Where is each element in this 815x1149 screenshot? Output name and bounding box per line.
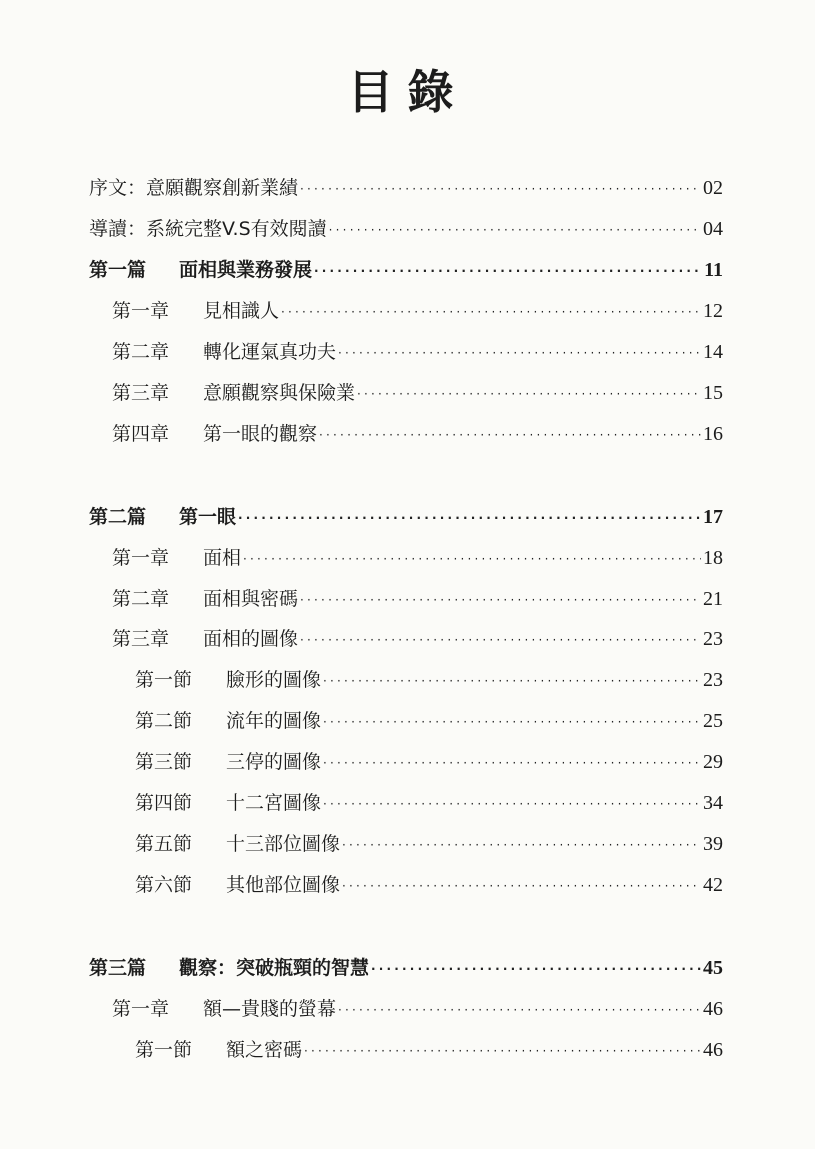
- toc-entry-chapter: [112, 296, 723, 326]
- toc-entry-prefix: 第一節: [135, 1039, 193, 1061]
- toc-entry-section: [135, 706, 723, 736]
- toc-page-number: 17: [703, 506, 723, 528]
- toc-entry-text: 面相的圖像: [203, 628, 299, 650]
- toc-entry-part-1: [89, 255, 723, 285]
- toc-entry-section: [135, 747, 723, 777]
- toc-page-number: 15: [703, 382, 723, 404]
- toc-entry-text: 三停的圖像: [226, 751, 322, 773]
- toc-entry-section: [135, 1035, 723, 1065]
- toc-entry-section: [135, 829, 723, 859]
- toc-entry-chapter: [112, 624, 723, 654]
- toc-page-number: 02: [703, 177, 723, 199]
- dot-leader: [323, 748, 701, 778]
- dot-leader: [300, 585, 701, 615]
- toc-page-number: 16: [703, 423, 723, 445]
- toc-entry-guide: [89, 214, 723, 244]
- toc-entry-text: 十三部位圖像: [226, 833, 341, 855]
- toc-entry-prefix: 第四節: [135, 792, 193, 814]
- toc-entry-text: 第一眼的觀察: [203, 423, 318, 445]
- dot-leader: [338, 995, 701, 1025]
- toc-entry-text: 面相與業務發展: [179, 259, 313, 281]
- toc-page-number: 23: [703, 628, 723, 650]
- toc-page-number: 42: [703, 874, 723, 896]
- toc-entry-chapter: [112, 337, 723, 367]
- dot-leader: [357, 379, 701, 409]
- toc-entry-prefix: 第一章: [112, 998, 170, 1020]
- dot-leader: [314, 256, 702, 286]
- toc-page-number: 34: [703, 792, 723, 814]
- toc-entry-prefix: 第二篇: [89, 506, 147, 528]
- toc-page-number: 12: [703, 300, 723, 322]
- page-title: 目錄: [347, 65, 468, 119]
- toc-entry-text: 額—貴賤的螢幕: [203, 998, 337, 1020]
- toc-entry-prefix: 第五節: [135, 833, 193, 855]
- toc-entry-text: 觀察：突破瓶頸的智慧: [179, 957, 370, 979]
- toc-page-number: 14: [703, 341, 723, 363]
- toc-entry-prefix: 第一章: [112, 300, 170, 322]
- toc-entry-prefix: 第六節: [135, 874, 193, 896]
- toc-entry-section: [135, 870, 723, 900]
- toc-entry-chapter: [112, 994, 723, 1024]
- toc-entry-text: 轉化運氣真功夫: [203, 341, 337, 363]
- toc-entry-text: 流年的圖像: [226, 710, 322, 732]
- toc-page-number: 39: [703, 833, 723, 855]
- toc-entry-section: [135, 665, 723, 695]
- toc-entry-text: 面相: [203, 547, 242, 569]
- toc-page-number: 11: [704, 259, 723, 281]
- toc-entry-text: 臉形的圖像: [226, 669, 322, 691]
- dot-leader: [342, 871, 701, 901]
- dot-leader: [300, 625, 701, 655]
- toc-entry-prefix: 第一章: [112, 547, 170, 569]
- dot-leader: [304, 1036, 701, 1066]
- toc-entry-prefix: 第三章: [112, 382, 170, 404]
- toc-page-number: 29: [703, 751, 723, 773]
- toc-entry-text: 其他部位圖像: [226, 874, 341, 896]
- toc-entry-prefix: 第二章: [112, 341, 170, 363]
- toc-entry-text: 意願觀察與保險業: [203, 382, 356, 404]
- toc-entry-text: 導讀：系統完整V.S有效閱讀: [89, 218, 327, 240]
- dot-leader: [281, 297, 701, 327]
- dot-leader: [323, 789, 701, 819]
- dot-leader: [323, 666, 701, 696]
- toc-page-number: 04: [703, 218, 723, 240]
- toc-page-number: 25: [703, 710, 723, 732]
- toc-entry-preface: [89, 173, 723, 203]
- dot-leader: [342, 830, 701, 860]
- toc-entry-prefix: 第三章: [112, 628, 170, 650]
- dot-leader: [323, 707, 701, 737]
- toc-entry-text: 額之密碼: [226, 1039, 303, 1061]
- toc-page-number: 23: [703, 669, 723, 691]
- toc-entry-section: [135, 788, 723, 818]
- toc-entry-chapter: [112, 378, 723, 408]
- toc-entry-prefix: 第三篇: [89, 957, 147, 979]
- dot-leader: [371, 954, 701, 984]
- toc-entry-prefix: 第三節: [135, 751, 193, 773]
- toc-entry-chapter: [112, 584, 723, 614]
- toc-entry-chapter: [112, 543, 723, 573]
- toc-entry-prefix: 第二節: [135, 710, 193, 732]
- toc-entry-text: 十二宮圖像: [226, 792, 322, 814]
- toc-entry-prefix: 第一節: [135, 669, 193, 691]
- toc-entry-text: 見相識人: [203, 300, 280, 322]
- toc-entry-chapter: [112, 419, 723, 449]
- dot-leader: [243, 544, 701, 574]
- toc-page-number: 46: [703, 1039, 723, 1061]
- toc-entry-prefix: 第二章: [112, 588, 170, 610]
- dot-leader: [338, 338, 701, 368]
- dot-leader: [319, 420, 701, 450]
- dot-leader: [238, 503, 701, 533]
- toc-page-number: 18: [703, 547, 723, 569]
- toc-entry-prefix: 第四章: [112, 423, 170, 445]
- toc-page-number: 21: [703, 588, 723, 610]
- toc-entry-text: 序文：意願觀察創新業績: [89, 177, 299, 199]
- toc-entry-part-2: [89, 502, 723, 532]
- toc-entry-prefix: 第一篇: [89, 259, 147, 281]
- dot-leader: [300, 174, 701, 204]
- toc-entry-text: 第一眼: [179, 506, 237, 528]
- toc-page-number: 45: [703, 957, 723, 979]
- toc-page-number: 46: [703, 998, 723, 1020]
- toc-entry-part-3: [89, 953, 723, 983]
- dot-leader: [329, 215, 701, 245]
- toc-entry-text: 面相與密碼: [203, 588, 299, 610]
